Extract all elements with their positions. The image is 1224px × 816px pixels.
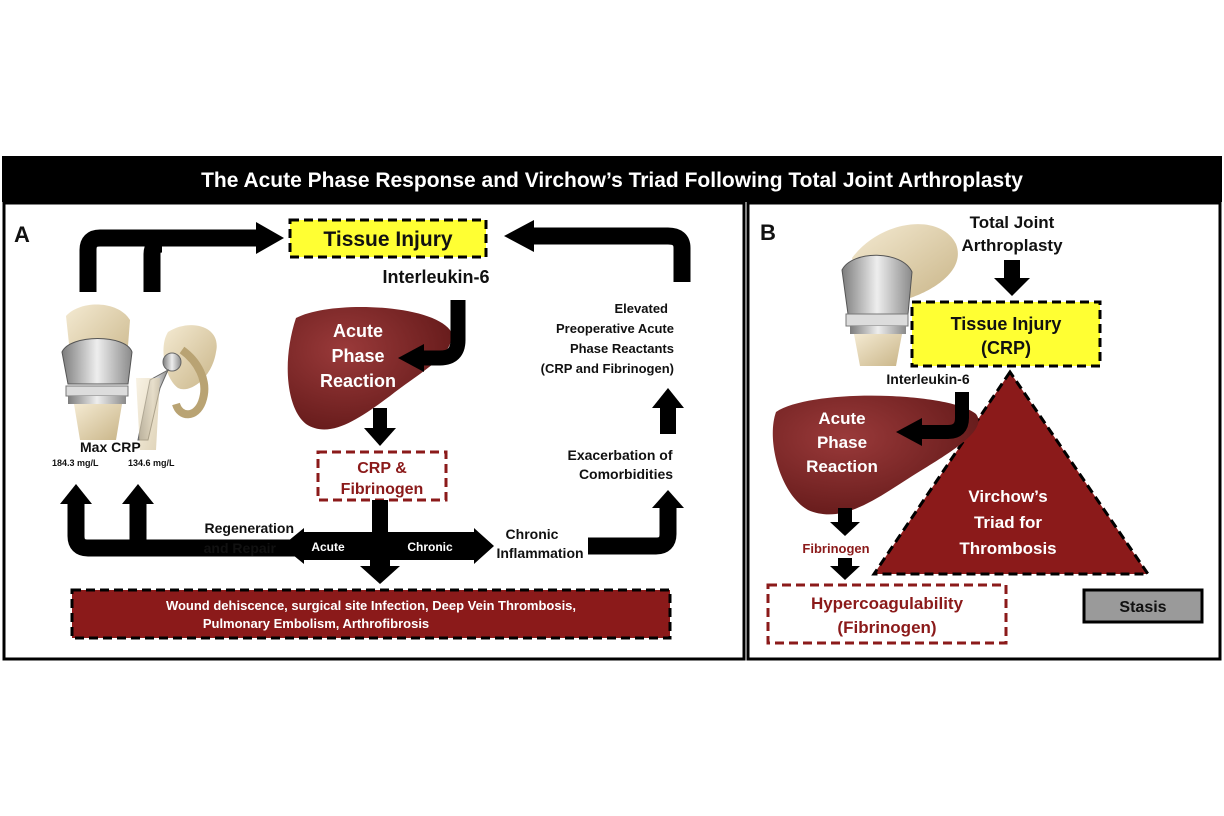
acute-phase-a-line3: Reaction [319,371,397,391]
crp-knee-value: 184.3 mg/L [52,458,99,468]
elevated-line3: Phase Reactants [569,341,674,356]
chronic-label: Chronic [407,540,453,554]
panel-a-letter: A [14,222,30,247]
max-crp-label: Max CRP [80,439,141,455]
total-joint-line1: Total Joint [969,213,1055,232]
tissue-injury-b-line2: (CRP) [981,338,1031,358]
arrow-liver-to-crp-stem [373,408,387,430]
arrow-liver-b-to-fibrinogen-stem [838,508,852,524]
crp-hip-value: 134.6 mg/L [128,458,175,468]
acute-phase-b-line2: Phase [816,433,868,452]
chronic-inflammation-line1: Chronic [505,526,559,542]
virchow-line2: Triad for [973,513,1043,532]
regeneration-line2: and Repair [203,540,276,556]
interleukin-b-label: Interleukin-6 [886,371,970,387]
diagram-title: The Acute Phase Response and Virchow’s Triad Following Total Joint Arthroplasty [201,169,1023,192]
acute-phase-b-line3: Reaction [806,457,878,476]
elevated-line1: Elevated [614,301,668,316]
crp-fibrinogen-line1: CRP & [357,460,407,477]
acute-phase-a-line1: Acute [332,321,384,341]
tissue-injury-label: Tissue Injury [323,228,453,251]
regeneration-line1: Regeneration [204,520,294,536]
hypercoagulability-line1: Hypercoagulability [810,594,964,613]
virchow-line3: Thrombosis [959,539,1057,558]
exacerbation-line2: Comorbidities [578,466,674,482]
stasis-label: Stasis [1119,599,1167,616]
virchow-line1: Virchow’s [968,487,1048,506]
elevated-line4: (CRP and Fibrinogen) [540,361,674,376]
fibrinogen-label: Fibrinogen [802,541,870,556]
acute-label: Acute [311,540,345,554]
acute-phase-b-line1: Acute [818,409,866,428]
interleukin-label: Interleukin-6 [382,267,490,287]
tissue-injury-b-line1: Tissue Injury [950,314,1062,334]
arrow-exacerbation-to-elevated-stem [660,406,676,434]
outcomes-line1: Wound dehiscence, surgical site Infection, Deep Vein Thrombosis, [165,598,577,613]
elevated-line2: Preoperative Acute [555,321,674,336]
crp-fibrinogen-line2: Fibrinogen [340,481,424,498]
panel-b-letter: B [760,220,776,245]
exacerbation-line1: Exacerbation of [567,447,673,463]
arrow-stem-hip [152,244,162,292]
chronic-inflammation-line2: Inflammation [496,545,584,561]
total-joint-line2: Arthroplasty [961,236,1063,255]
acute-phase-a-line2: Phase [331,346,385,366]
arrow-tja-to-injury-stem [1004,260,1020,280]
hypercoagulability-line2: (Fibrinogen) [837,618,937,637]
outcomes-line2: Pulmonary Embolism, Arthrofibrosis [202,616,430,631]
